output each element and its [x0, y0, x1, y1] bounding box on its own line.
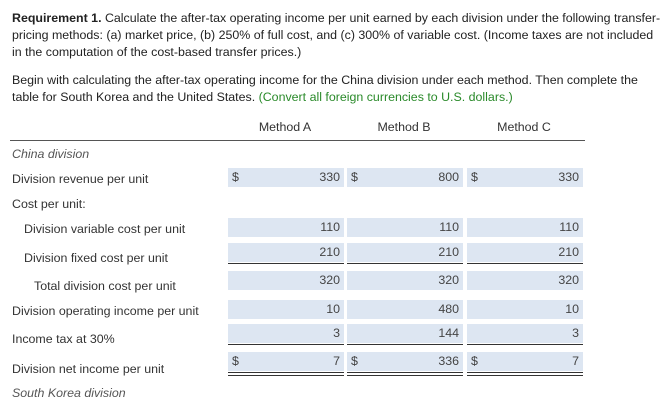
tax-value-a: 3: [333, 326, 340, 340]
net-value-c: 7: [572, 354, 579, 368]
operating-income-label: Division operating income per unit: [12, 304, 199, 318]
requirement-text: [12, 10, 664, 61]
total-value-c: 320: [558, 273, 579, 287]
net-double-underline-b-2: [347, 375, 463, 376]
section-korea-label: South Korea division: [12, 386, 126, 400]
net-dollar-sign-a: $: [232, 354, 239, 368]
column-header-method-b: Method B: [377, 120, 431, 134]
revenue-dollar-sign-a: $: [232, 170, 239, 184]
tax-underline-c: [467, 344, 583, 345]
variable-value-a: 110: [320, 220, 340, 234]
net-value-a: 7: [333, 354, 340, 368]
header-rule: [10, 140, 585, 141]
net-double-underline-b-1: [347, 372, 463, 373]
instructions-body: Begin with calculating the after-tax operating income for the China division under each method. Then complete the table for South Korea and the United States.: [12, 73, 638, 104]
fixed-value-a: 210: [319, 245, 340, 259]
total-value-a: 320: [319, 273, 340, 287]
fixed-underline-a: [228, 263, 344, 264]
revenue-value-b: 800: [438, 170, 459, 184]
tax-underline-a: [228, 344, 344, 345]
fixed-underline-c: [467, 263, 583, 264]
net-double-underline-c-1: [467, 372, 583, 373]
net-dollar-sign-c: $: [471, 354, 478, 368]
instructions-text: [12, 72, 668, 106]
net-dollar-sign-b: $: [351, 354, 358, 368]
net-value-b: 336: [438, 354, 459, 368]
currency-note: (Convert all foreign currencies to U.S. dollars.): [258, 90, 513, 104]
net-double-underline-a-2: [228, 375, 344, 376]
fixed-cost-label: Division fixed cost per unit: [24, 251, 168, 265]
variable-cost-label: Division variable cost per unit: [24, 222, 186, 236]
revenue-value-a: 330: [319, 170, 340, 184]
revenue-value-c: 330: [558, 170, 579, 184]
net-double-underline-a-1: [228, 372, 344, 373]
column-header-method-a: Method A: [258, 120, 312, 134]
net-double-underline-c-2: [467, 375, 583, 376]
section-china-label: China division: [12, 147, 90, 161]
tax-value-b: 144: [438, 326, 459, 340]
variable-value-b: 110: [439, 220, 459, 234]
variable-value-c: 110: [559, 220, 579, 234]
total-cost-label: Total division cost per unit: [34, 279, 176, 293]
column-header-method-c: Method C: [497, 120, 551, 134]
fixed-underline-b: [347, 263, 463, 264]
requirement-body: Calculate the after-tax operating income per unit earned by each division under the following transfer-pricing methods: (a) market price, (b) 250% of full cost, and (c) 300% of variable cost. (Income taxes are not included in the computation of the cost-based transfer prices.): [12, 11, 661, 59]
cost-per-unit-label: Cost per unit:: [12, 197, 86, 211]
revenue-label: Division revenue per unit: [12, 172, 149, 186]
requirement-heading: Requirement 1.: [12, 11, 102, 25]
operating-value-a: 10: [326, 302, 340, 316]
tax-value-c: 3: [572, 326, 579, 340]
operating-value-b: 480: [438, 302, 459, 316]
income-tax-label: Income tax at 30%: [12, 332, 115, 346]
net-income-label: Division net income per unit: [12, 362, 165, 376]
fixed-value-c: 210: [558, 245, 579, 259]
revenue-dollar-sign-c: $: [471, 170, 478, 184]
tax-underline-b: [347, 344, 463, 345]
revenue-dollar-sign-b: $: [351, 170, 358, 184]
fixed-value-b: 210: [438, 245, 459, 259]
operating-value-c: 10: [565, 302, 579, 316]
total-value-b: 320: [438, 273, 459, 287]
